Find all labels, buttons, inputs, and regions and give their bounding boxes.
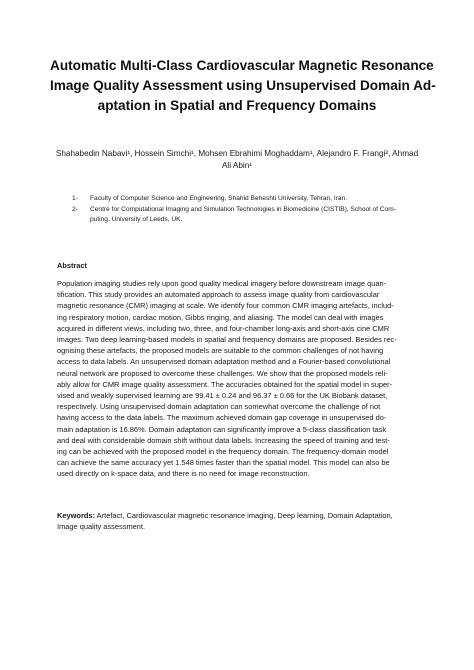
- author-line: Ali Abin¹: [221, 161, 253, 170]
- title-line: aptation in Spatial and Frequency Domains: [97, 98, 377, 113]
- keywords-text: Artefact, Cardiovascular magnetic resonance imaging, Deep learning, Domain Adaptation,: [95, 511, 393, 520]
- affiliation-list: [72, 194, 432, 226]
- abstract-body: [57, 278, 421, 480]
- affiliation-text: puting, University of Leeds, UK.: [90, 216, 183, 223]
- author-line: Shahabedin Nabavi¹, Hossein Simchi¹, Mohsen Ebrahimi Moghaddam¹, Alejandro F. Frangi², Ahmad: [55, 149, 419, 158]
- abstract-line: can achieve the same accuracy yet 1.548 times faster than the spatial model. This model can also be: [57, 458, 390, 468]
- abstract-line: ably allow for CMR image quality assessment. The accuracies obtained for the spatial model in super-: [57, 379, 393, 389]
- abstract-line: access to data labels. An unsupervised domain adaptation method and a Fourier-based convolutional: [57, 357, 391, 367]
- abstract-line: acquired in different views, including two, three, and four-chamber long-axis and short-axis cine CMR: [57, 323, 390, 333]
- abstract-line: ing can be achieved with the proposed model in the frequency domain. The frequency-domain model: [57, 447, 389, 457]
- title-line: Image Quality Assessment using Unsupervised Domain Ad-: [50, 78, 436, 93]
- abstract-line: Population imaging studies rely upon good quality medical imagery before downstream image quan-: [57, 279, 387, 288]
- abstract-line: vised and weakly supervised learning are 99.41 ± 0.24 and 96.37 ± 0.66 for the UK Biobank dataset,: [57, 391, 388, 401]
- abstract-line: having access to the data labels. The maximum achieved domain gap coverage in unsupervised do-: [57, 413, 387, 423]
- abstract-line: respectively. Using unsupervised domain adaptation can somewhat overcome the challenge of not: [57, 402, 381, 412]
- affiliation-item: [72, 205, 432, 225]
- keywords-label: Keywords:: [57, 511, 96, 520]
- abstract-line: neural network are proposed to overcome these challenges. We show that the proposed models reli-: [57, 368, 388, 378]
- paper-title: [50, 56, 436, 116]
- affiliation-number: 2-: [72, 206, 78, 213]
- affiliation-item: [72, 194, 432, 204]
- abstract-line: and deal with considerable domain shift without data labels. Increasing the speed of training and test-: [57, 435, 390, 445]
- abstract-line: used directly on k-space data, and there is no need for image reconstruction.: [57, 469, 310, 479]
- affiliation-text: Faculty of Computer Science and Engineering, Shahid Beheshti University, Tehran, Iran.: [90, 195, 348, 202]
- abstract-line: images. Two deep learning-based models in spatial and frequency domains are proposed. Besides rec-: [57, 335, 397, 345]
- abstract-line: main adaptation is 16.86%. Domain adaptation can significantly improve a 5-class classification task: [57, 424, 387, 434]
- keywords-section: [57, 510, 421, 532]
- affiliation-text: Centre for Computational Imaging and Simulation Technologies in Biomedicine (CISTIB), School of Com-: [90, 206, 396, 213]
- keywords-line: [57, 510, 421, 521]
- abstract-line: magnetic resonance (CMR) imaging at scale. We identify four common CMR imaging artefacts, includ-: [57, 301, 394, 311]
- abstract-line: tification. This study provides an automated approach to assess image quality from cardiovascular: [57, 290, 380, 300]
- keywords-line: Image quality assessment.: [57, 522, 146, 532]
- title-line: Automatic Multi-Class Cardiovascular Magnetic Resonance: [50, 58, 434, 73]
- author-list: [40, 148, 434, 172]
- abstract-heading: Abstract: [57, 261, 87, 270]
- abstract-line: ing respiratory motion, cardiac motion, Gibbs ringing, and aliasing. The model can deal with images: [57, 312, 384, 322]
- abstract-line: ognising these artefacts, the proposed models are suitable to the common challenges of not having: [57, 346, 384, 356]
- affiliation-number: 1-: [72, 195, 78, 202]
